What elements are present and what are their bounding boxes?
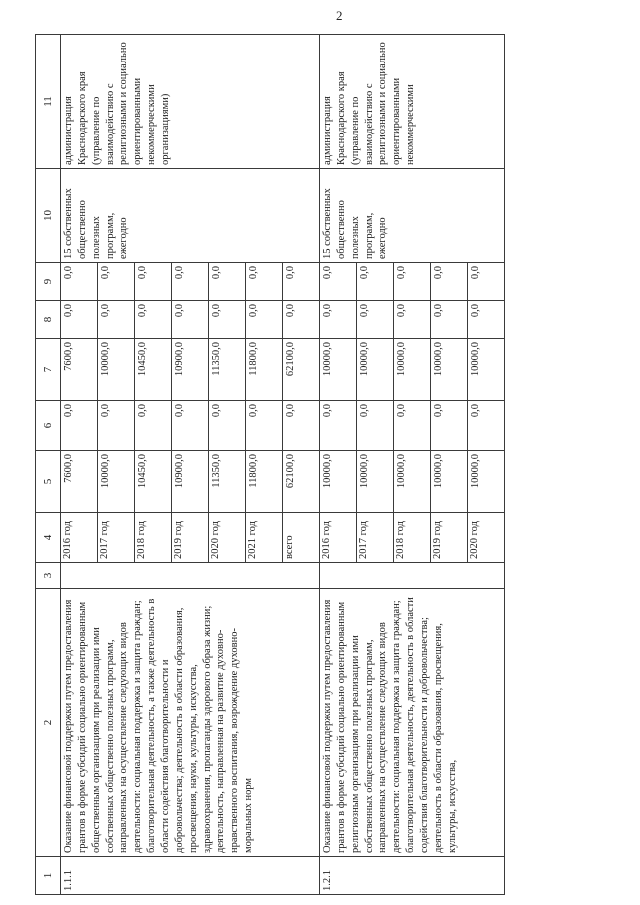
amount-local: 0,0 xyxy=(320,301,357,339)
amount-federal: 0,0 xyxy=(135,401,172,451)
column-header: 5 xyxy=(36,451,61,513)
amount-total: 10000,0 xyxy=(394,451,431,513)
amount-other: 0,0 xyxy=(468,263,505,301)
amount-local: 0,0 xyxy=(468,301,505,339)
column-header: 2 xyxy=(36,589,61,857)
amount-other: 0,0 xyxy=(98,263,135,301)
amount-federal: 0,0 xyxy=(283,401,320,451)
amount-federal: 0,0 xyxy=(357,401,394,451)
amount-local: 0,0 xyxy=(357,301,394,339)
result-indicator: 15 собственных общественно полезных программ, ежегодно xyxy=(320,169,505,263)
amount-regional: 10000,0 xyxy=(320,339,357,401)
amount-regional: 10900,0 xyxy=(172,339,209,401)
year-cell: 2018 год xyxy=(135,513,172,563)
year-cell: 2019 год xyxy=(431,513,468,563)
amount-local: 0,0 xyxy=(172,301,209,339)
amount-total: 10000,0 xyxy=(320,451,357,513)
year-cell: 2016 год xyxy=(61,513,98,563)
column-header: 3 xyxy=(36,563,61,589)
row-number: 1.1.1 xyxy=(61,857,320,895)
amount-regional: 10000,0 xyxy=(431,339,468,401)
year-cell: 2017 год xyxy=(98,513,135,563)
amount-federal: 0,0 xyxy=(320,401,357,451)
amount-other: 0,0 xyxy=(357,263,394,301)
column-header: 1 xyxy=(36,857,61,895)
amount-local: 0,0 xyxy=(135,301,172,339)
amount-federal: 0,0 xyxy=(468,401,505,451)
amount-other: 0,0 xyxy=(394,263,431,301)
column-header: 4 xyxy=(36,513,61,563)
year-cell: 2017 год xyxy=(357,513,394,563)
column-header: 7 xyxy=(36,339,61,401)
measure-description: Оказание финансовой поддержки путем предоставления грантов в форме субсидий социально ориентированным общественным организациям при реализации ими собственных общественно полезных программ, направленных на осуществление следующих видов деятельности: социальная поддержка и защита граждан; благотворительная деятельность, а также деятельность в области содействия благотворительности и добровольчества; деятельность в области образования, просвещения, науки, культуры, искусства, здравоохранения, пропаганды здорового образа жизни; деятельность, направленная на развитие духовно-нравственного воспитания, возрождение духовно-моральных норм xyxy=(61,589,320,857)
amount-other: 0,0 xyxy=(61,263,98,301)
amount-total: 7600,0 xyxy=(61,451,98,513)
amount-local: 0,0 xyxy=(283,301,320,339)
year-cell: всего xyxy=(283,513,320,563)
column-header: 8 xyxy=(36,301,61,339)
amount-total: 10900,0 xyxy=(172,451,209,513)
table-body xyxy=(36,35,505,895)
table-row xyxy=(61,35,98,895)
amount-other: 0,0 xyxy=(246,263,283,301)
program-table xyxy=(35,34,505,895)
amount-federal: 0,0 xyxy=(209,401,246,451)
amount-local: 0,0 xyxy=(98,301,135,339)
responsible-party: администрация Краснодарского края (управление по взаимодействию с религиозными и социально ориентированными некоммерческими xyxy=(320,35,505,169)
year-cell: 2019 год xyxy=(172,513,209,563)
amount-regional: 11800,0 xyxy=(246,339,283,401)
amount-federal: 0,0 xyxy=(61,401,98,451)
amount-federal: 0,0 xyxy=(246,401,283,451)
amount-other: 0,0 xyxy=(283,263,320,301)
column-header: 6 xyxy=(36,401,61,451)
amount-total: 11350,0 xyxy=(209,451,246,513)
amount-local: 0,0 xyxy=(394,301,431,339)
column-header: 11 xyxy=(36,35,61,169)
rotated-sheet xyxy=(35,35,605,895)
amount-regional: 7600,0 xyxy=(61,339,98,401)
amount-regional: 10450,0 xyxy=(135,339,172,401)
amount-federal: 0,0 xyxy=(98,401,135,451)
table-row xyxy=(320,35,357,895)
status-cell xyxy=(320,563,505,589)
amount-regional: 10000,0 xyxy=(394,339,431,401)
amount-other: 0,0 xyxy=(135,263,172,301)
amount-total: 11800,0 xyxy=(246,451,283,513)
row-number: 1.2.1 xyxy=(320,857,505,895)
amount-regional: 10000,0 xyxy=(357,339,394,401)
amount-total: 10000,0 xyxy=(98,451,135,513)
amount-regional: 10000,0 xyxy=(98,339,135,401)
amount-federal: 0,0 xyxy=(394,401,431,451)
year-cell: 2020 год xyxy=(209,513,246,563)
year-cell: 2020 год xyxy=(468,513,505,563)
amount-total: 10000,0 xyxy=(468,451,505,513)
column-header: 10 xyxy=(36,169,61,263)
amount-other: 0,0 xyxy=(172,263,209,301)
amount-total: 10450,0 xyxy=(135,451,172,513)
column-header: 9 xyxy=(36,263,61,301)
amount-other: 0,0 xyxy=(320,263,357,301)
amount-other: 0,0 xyxy=(431,263,468,301)
amount-federal: 0,0 xyxy=(172,401,209,451)
amount-regional: 11350,0 xyxy=(209,339,246,401)
amount-federal: 0,0 xyxy=(431,401,468,451)
amount-regional: 10000,0 xyxy=(468,339,505,401)
amount-local: 0,0 xyxy=(61,301,98,339)
result-indicator: 15 собственных общественно полезных программ, ежегодно xyxy=(61,169,320,263)
amount-total: 10000,0 xyxy=(431,451,468,513)
amount-regional: 62100,0 xyxy=(283,339,320,401)
measure-description: Оказание финансовой поддержки путем предоставления грантов в форме субсидий социально ориентированным религиозным организациям при реализации ими собственных общественно полезных программ, направленных на осуществление следующих видов деятельности: социальная поддержка и защита граждан; благотворительная деятельность, деятельность в области содействия благотворительности и добровольчества; деятельность в области образования, просвещения, культуры, искусства, xyxy=(320,589,505,857)
responsible-party: администрация Краснодарского края (управление по взаимодействию с религиозными и социально ориентированными некоммерческими организациями) xyxy=(61,35,320,169)
year-cell: 2016 год xyxy=(320,513,357,563)
year-cell: 2018 год xyxy=(394,513,431,563)
amount-local: 0,0 xyxy=(431,301,468,339)
status-cell xyxy=(61,563,320,589)
year-cell: 2021 год xyxy=(246,513,283,563)
amount-total: 62100,0 xyxy=(283,451,320,513)
page-number: 2 xyxy=(336,8,343,23)
amount-local: 0,0 xyxy=(246,301,283,339)
amount-total: 10000,0 xyxy=(357,451,394,513)
table-header-row xyxy=(36,35,61,895)
amount-other: 0,0 xyxy=(209,263,246,301)
amount-local: 0,0 xyxy=(209,301,246,339)
